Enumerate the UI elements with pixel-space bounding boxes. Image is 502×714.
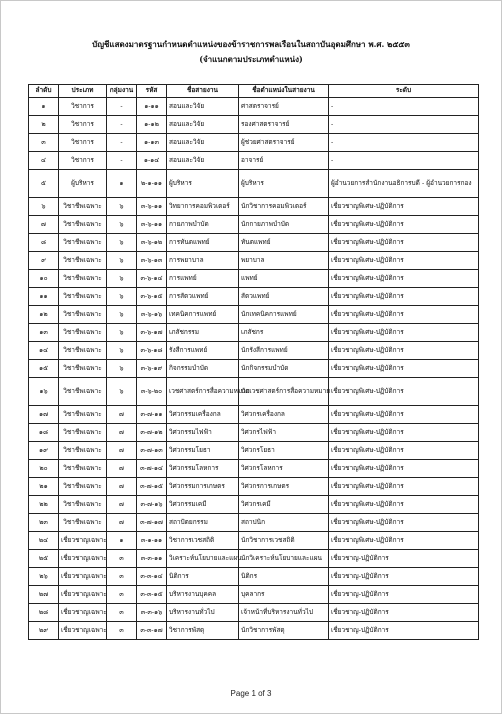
cell-code: ๓-๓-๑๖	[137, 604, 167, 622]
cell-no: ๒๒	[29, 496, 59, 514]
cell-group: ๑	[107, 170, 137, 198]
document-subtitle: (จำแนกตามประเภทตำแหน่ง)	[199, 54, 303, 64]
cell-type: วิชาชีพเฉพาะ	[59, 216, 107, 234]
table-row	[29, 478, 479, 496]
cell-group: ๓	[107, 550, 137, 568]
table-row	[29, 116, 479, 134]
cell-code: ๓-๖-๑๕	[137, 288, 167, 306]
cell-position: นักวิชาการพัสดุ	[239, 622, 329, 640]
cell-level: -	[329, 134, 479, 152]
cell-no: ๓	[29, 134, 59, 152]
cell-no: ๘	[29, 234, 59, 252]
page-number: Page 1 of 3	[230, 689, 272, 698]
cell-group: ๓	[107, 568, 137, 586]
cell-no: ๑๘	[29, 424, 59, 442]
cell-position: วิศวกรเคมี	[239, 496, 329, 514]
cell-no: ๑๖	[29, 378, 59, 406]
cell-level: เชี่ยวชาญพิเศษ-ปฏิบัติการ	[329, 252, 479, 270]
cell-group: ๖	[107, 216, 137, 234]
cell-line: นิติการ	[167, 568, 239, 586]
cell-code: ๓-๓-๑๑	[137, 550, 167, 568]
cell-type: วิชาการ	[59, 134, 107, 152]
cell-no: ๒๗	[29, 586, 59, 604]
cell-level: -	[329, 116, 479, 134]
cell-level: เชี่ยวชาญพิเศษ-ปฏิบัติการ	[329, 270, 479, 288]
cell-level: เชี่ยวชาญพิเศษ-ปฏิบัติการ	[329, 478, 479, 496]
cell-code: ๓-๖-๒๐	[137, 378, 167, 406]
cell-line: การพยาบาล	[167, 252, 239, 270]
cell-type: วิชาชีพเฉพาะ	[59, 406, 107, 424]
cell-type: วิชาชีพเฉพาะ	[59, 378, 107, 406]
cell-level: เชี่ยวชาญพิเศษ-ปฏิบัติการ	[329, 216, 479, 234]
table-row	[29, 586, 479, 604]
cell-line: วิศวกรรมเครื่องกล	[167, 406, 239, 424]
cell-position: วิศวกรเครื่องกล	[239, 406, 329, 424]
cell-line: สอนและวิจัย	[167, 152, 239, 170]
cell-group: ๖	[107, 270, 137, 288]
cell-code: ๑-๑๑	[137, 98, 167, 116]
cell-line: วิศวกรรมการเกษตร	[167, 478, 239, 496]
cell-line: วิศวกรรมโยธา	[167, 442, 239, 460]
table-body	[29, 98, 479, 640]
table-row	[29, 496, 479, 514]
cell-no: ๒๓	[29, 514, 59, 532]
cell-level: เชี่ยวชาญพิเศษ-ปฏิบัติการ	[329, 424, 479, 442]
cell-type: เชี่ยวชาญเฉพาะ	[59, 586, 107, 604]
cell-type: วิชาการ	[59, 98, 107, 116]
cell-no: ๒๘	[29, 604, 59, 622]
cell-level: เชี่ยวชาญพิเศษ-ปฏิบัติการ	[329, 442, 479, 460]
cell-group: -	[107, 134, 137, 152]
cell-type: ผู้บริหาร	[59, 170, 107, 198]
cell-position: วิศวกรไฟฟ้า	[239, 424, 329, 442]
table-row	[29, 306, 479, 324]
cell-level: เชี่ยวชาญพิเศษ-ปฏิบัติการ	[329, 324, 479, 342]
cell-position: นักวิเคราะห์นโยบายและแผน	[239, 550, 329, 568]
cell-code: ๓-๖-๑๘	[137, 342, 167, 360]
cell-position: แพทย์	[239, 270, 329, 288]
cell-group: ๖	[107, 198, 137, 216]
cell-level: -	[329, 98, 479, 116]
cell-group: ๗	[107, 514, 137, 532]
cell-code: ๓-๖-๑๑	[137, 216, 167, 234]
cell-line: สถาปัตยกรรม	[167, 514, 239, 532]
cell-no: ๔	[29, 152, 59, 170]
cell-group: ๗	[107, 442, 137, 460]
cell-line: เวชศาสตร์การสื่อความหมาย	[167, 378, 239, 406]
cell-no: ๒๖	[29, 568, 59, 586]
cell-no: ๒๑	[29, 478, 59, 496]
cell-code: ๓-๗-๑๑	[137, 406, 167, 424]
cell-type: วิชาชีพเฉพาะ	[59, 424, 107, 442]
cell-type: วิชาชีพเฉพาะ	[59, 234, 107, 252]
cell-level: เชี่ยวชาญพิเศษ-ปฏิบัติการ	[329, 198, 479, 216]
cell-type: วิชาชีพเฉพาะ	[59, 198, 107, 216]
cell-type: วิชาชีพเฉพาะ	[59, 252, 107, 270]
table-row	[29, 568, 479, 586]
cell-position: นักกายภาพบำบัด	[239, 216, 329, 234]
cell-level: เชี่ยวชาญพิเศษ-ปฏิบัติการ	[329, 460, 479, 478]
cell-code: ๓-๓-๑๔	[137, 568, 167, 586]
cell-position: สัตวแพทย์	[239, 288, 329, 306]
cell-line: วิทยาการคอมพิวเตอร์	[167, 198, 239, 216]
cell-code: ๑-๑๓	[137, 134, 167, 152]
cell-no: ๑๑	[29, 288, 59, 306]
cell-group: ๓	[107, 586, 137, 604]
cell-level: เชี่ยวชาญพิเศษ-ปฏิบัติการ	[329, 406, 479, 424]
cell-line: ผู้บริหาร	[167, 170, 239, 198]
cell-line: บริหารงานบุคคล	[167, 586, 239, 604]
cell-no: ๑๐	[29, 270, 59, 288]
cell-type: วิชาชีพเฉพาะ	[59, 288, 107, 306]
cell-position: นักวิชาการคอมพิวเตอร์	[239, 198, 329, 216]
cell-level: เชี่ยวชาญพิเศษ-ปฏิบัติการ	[329, 342, 479, 360]
cell-group: ๑	[107, 532, 137, 550]
cell-line: วิศวกรรมโลหการ	[167, 460, 239, 478]
cell-type: วิชาชีพเฉพาะ	[59, 478, 107, 496]
cell-line: สอนและวิจัย	[167, 98, 239, 116]
cell-level: เชี่ยวชาญพิเศษ-ปฏิบัติการ	[329, 496, 479, 514]
table-row	[29, 532, 479, 550]
cell-level: เชี่ยวชาญ-ปฏิบัติการ	[329, 622, 479, 640]
table-row	[29, 252, 479, 270]
table-row	[29, 360, 479, 378]
document-title: บัญชีแสดงมาตรฐานกำหนดตำแหน่งของข้าราชการพลเรือนในสถาบันอุดมศึกษา พ.ศ. ๒๕๕๓	[92, 39, 410, 49]
cell-group: ๖	[107, 342, 137, 360]
cell-code: ๓-๖-๑๒	[137, 234, 167, 252]
cell-code: ๓-๗-๑๔	[137, 460, 167, 478]
cell-group: ๖	[107, 288, 137, 306]
header-line: ชื่อสายงาน	[167, 85, 239, 98]
table-row	[29, 424, 479, 442]
cell-group: ๖	[107, 306, 137, 324]
cell-position: เจ้าหน้าที่บริหารงานทั่วไป	[239, 604, 329, 622]
cell-level: เชี่ยวชาญ-ปฏิบัติการ	[329, 550, 479, 568]
cell-level: เชี่ยวชาญพิเศษ-ปฏิบัติการ	[329, 532, 479, 550]
cell-type: วิชาชีพเฉพาะ	[59, 460, 107, 478]
cell-group: ๗	[107, 424, 137, 442]
cell-code: ๓-๖-๑๑	[137, 198, 167, 216]
header-type: ประเภท	[59, 85, 107, 98]
cell-level: -	[329, 152, 479, 170]
cell-level: เชี่ยวชาญพิเศษ-ปฏิบัติการ	[329, 514, 479, 532]
cell-group: -	[107, 98, 137, 116]
cell-no: ๗	[29, 216, 59, 234]
cell-position: นักเทคนิคการแพทย์	[239, 306, 329, 324]
table-row	[29, 442, 479, 460]
cell-line: การสัตวแพทย์	[167, 288, 239, 306]
table-row	[29, 622, 479, 640]
table-row	[29, 378, 479, 406]
cell-position: เภสัชกร	[239, 324, 329, 342]
cell-group: ๗	[107, 496, 137, 514]
cell-type: วิชาชีพเฉพาะ	[59, 360, 107, 378]
cell-level: ผู้อำนวยการสำนักงานอธิการบดี - ผู้อำนวยการกอง	[329, 170, 479, 198]
table-row	[29, 604, 479, 622]
cell-level: เชี่ยวชาญพิเศษ-ปฏิบัติการ	[329, 360, 479, 378]
cell-type: วิชาชีพเฉพาะ	[59, 270, 107, 288]
table-row	[29, 216, 479, 234]
table-header-row	[29, 85, 479, 98]
table-row	[29, 342, 479, 360]
cell-group: ๗	[107, 478, 137, 496]
cell-line: กายภาพบำบัด	[167, 216, 239, 234]
cell-position: สถาปนิก	[239, 514, 329, 532]
cell-line: สอนและวิจัย	[167, 134, 239, 152]
cell-no: ๑๔	[29, 342, 59, 360]
cell-line: สอนและวิจัย	[167, 116, 239, 134]
table-row	[29, 460, 479, 478]
cell-type: เชี่ยวชาญเฉพาะ	[59, 622, 107, 640]
header-level: ระดับ	[329, 85, 479, 98]
cell-type: วิชาการ	[59, 116, 107, 134]
cell-code: ๓-๗-๑๓	[137, 442, 167, 460]
cell-no: ๒๕	[29, 550, 59, 568]
cell-group: ๖	[107, 360, 137, 378]
cell-type: วิชาชีพเฉพาะ	[59, 342, 107, 360]
cell-position: นักเวชศาสตร์การสื่อความหมาย	[239, 378, 329, 406]
cell-line: การทันตแพทย์	[167, 234, 239, 252]
cell-position: วิศวกรโลหการ	[239, 460, 329, 478]
table-row	[29, 234, 479, 252]
cell-group: ๓	[107, 622, 137, 640]
cell-position: ทันตแพทย์	[239, 234, 329, 252]
cell-level: เชี่ยวชาญพิเศษ-ปฏิบัติการ	[329, 306, 479, 324]
cell-group: ๗	[107, 460, 137, 478]
cell-no: ๑	[29, 98, 59, 116]
cell-type: เชี่ยวชาญเฉพาะ	[59, 532, 107, 550]
cell-line: บริหารงานทั่วไป	[167, 604, 239, 622]
cell-type: วิชาชีพเฉพาะ	[59, 514, 107, 532]
cell-group: ๓	[107, 604, 137, 622]
cell-code: ๑-๑๒	[137, 116, 167, 134]
cell-type: วิชาชีพเฉพาะ	[59, 496, 107, 514]
header-group: กลุ่มงาน	[107, 85, 137, 98]
cell-type: วิชาชีพเฉพาะ	[59, 306, 107, 324]
cell-code: ๓-๑-๑๑	[137, 532, 167, 550]
cell-no: ๒	[29, 116, 59, 134]
cell-no: ๑๓	[29, 324, 59, 342]
cell-position: นิติกร	[239, 568, 329, 586]
cell-no: ๕	[29, 170, 59, 198]
cell-code: ๓-๖-๑๗	[137, 324, 167, 342]
header-code: รหัส	[137, 85, 167, 98]
cell-no: ๒๙	[29, 622, 59, 640]
cell-group: ๖	[107, 324, 137, 342]
cell-code: ๓-๖-๑๙	[137, 360, 167, 378]
cell-code: ๓-๗-๑๖	[137, 496, 167, 514]
cell-code: ๓-๗-๑๗	[137, 514, 167, 532]
cell-line: รังสีการแพทย์	[167, 342, 239, 360]
cell-level: เชี่ยวชาญ-ปฏิบัติการ	[329, 586, 479, 604]
cell-line: วิเคราะห์นโยบายและแผน	[167, 550, 239, 568]
cell-line: วิศวกรรมไฟฟ้า	[167, 424, 239, 442]
cell-code: ๓-๓-๑๗	[137, 622, 167, 640]
cell-group: ๖	[107, 252, 137, 270]
table-row	[29, 288, 479, 306]
cell-line: วิชาการพัสดุ	[167, 622, 239, 640]
cell-level: เชี่ยวชาญพิเศษ-ปฏิบัติการ	[329, 378, 479, 406]
cell-position: บุคลากร	[239, 586, 329, 604]
cell-position: ศาสตราจารย์	[239, 98, 329, 116]
cell-type: เชี่ยวชาญเฉพาะ	[59, 568, 107, 586]
table-row	[29, 134, 479, 152]
table-row	[29, 198, 479, 216]
cell-level: เชี่ยวชาญ-ปฏิบัติการ	[329, 568, 479, 586]
cell-no: ๑๒	[29, 306, 59, 324]
cell-group: -	[107, 152, 137, 170]
cell-level: เชี่ยวชาญพิเศษ-ปฏิบัติการ	[329, 288, 479, 306]
cell-code: ๑-๑๔	[137, 152, 167, 170]
cell-level: เชี่ยวชาญพิเศษ-ปฏิบัติการ	[329, 234, 479, 252]
cell-type: วิชาชีพเฉพาะ	[59, 324, 107, 342]
header-position: ชื่อตำแหน่งในสายงาน	[239, 85, 329, 98]
cell-position: อาจารย์	[239, 152, 329, 170]
cell-position: พยาบาล	[239, 252, 329, 270]
cell-no: ๒๔	[29, 532, 59, 550]
table-row	[29, 550, 479, 568]
cell-position: ผู้บริหาร	[239, 170, 329, 198]
cell-code: ๓-๓-๑๕	[137, 586, 167, 604]
cell-group: ๖	[107, 378, 137, 406]
table-row	[29, 152, 479, 170]
cell-code: ๓-๗-๑๕	[137, 478, 167, 496]
cell-position: รองศาสตราจารย์	[239, 116, 329, 134]
cell-line: การแพทย์	[167, 270, 239, 288]
cell-line: วิชาการเวชสถิติ	[167, 532, 239, 550]
cell-no: ๑๙	[29, 442, 59, 460]
table-row	[29, 514, 479, 532]
cell-group: -	[107, 116, 137, 134]
cell-type: วิชาการ	[59, 152, 107, 170]
cell-group: ๗	[107, 406, 137, 424]
cell-position: นักวิชาการเวชสถิติ	[239, 532, 329, 550]
cell-no: ๑๕	[29, 360, 59, 378]
table-row	[29, 406, 479, 424]
cell-code: ๓-๗-๑๒	[137, 424, 167, 442]
cell-code: ๓-๖-๑๖	[137, 306, 167, 324]
cell-no: ๑๗	[29, 406, 59, 424]
cell-group: ๖	[107, 234, 137, 252]
cell-line: เทคนิคการแพทย์	[167, 306, 239, 324]
cell-line: เภสัชกรรม	[167, 324, 239, 342]
cell-type: วิชาชีพเฉพาะ	[59, 442, 107, 460]
cell-code: ๓-๖-๑๔	[137, 270, 167, 288]
cell-position: ผู้ช่วยศาสตราจารย์	[239, 134, 329, 152]
table-row	[29, 98, 479, 116]
cell-type: เชี่ยวชาญเฉพาะ	[59, 604, 107, 622]
cell-code: ๒-๑-๑๑	[137, 170, 167, 198]
positions-table	[28, 84, 479, 640]
header-no: ลำดับ	[29, 85, 59, 98]
cell-type: เชี่ยวชาญเฉพาะ	[59, 550, 107, 568]
cell-position: นักกิจกรรมบำบัด	[239, 360, 329, 378]
cell-line: กิจกรรมบำบัด	[167, 360, 239, 378]
cell-no: ๙	[29, 252, 59, 270]
cell-no: ๖	[29, 198, 59, 216]
cell-position: นักรังสีการแพทย์	[239, 342, 329, 360]
cell-line: วิศวกรรมเคมี	[167, 496, 239, 514]
table-row	[29, 170, 479, 198]
cell-level: เชี่ยวชาญ-ปฏิบัติการ	[329, 604, 479, 622]
cell-no: ๒๐	[29, 460, 59, 478]
cell-position: วิศวกรโยธา	[239, 442, 329, 460]
table-row	[29, 324, 479, 342]
cell-code: ๓-๖-๑๓	[137, 252, 167, 270]
cell-position: วิศวกรการเกษตร	[239, 478, 329, 496]
table-row	[29, 270, 479, 288]
